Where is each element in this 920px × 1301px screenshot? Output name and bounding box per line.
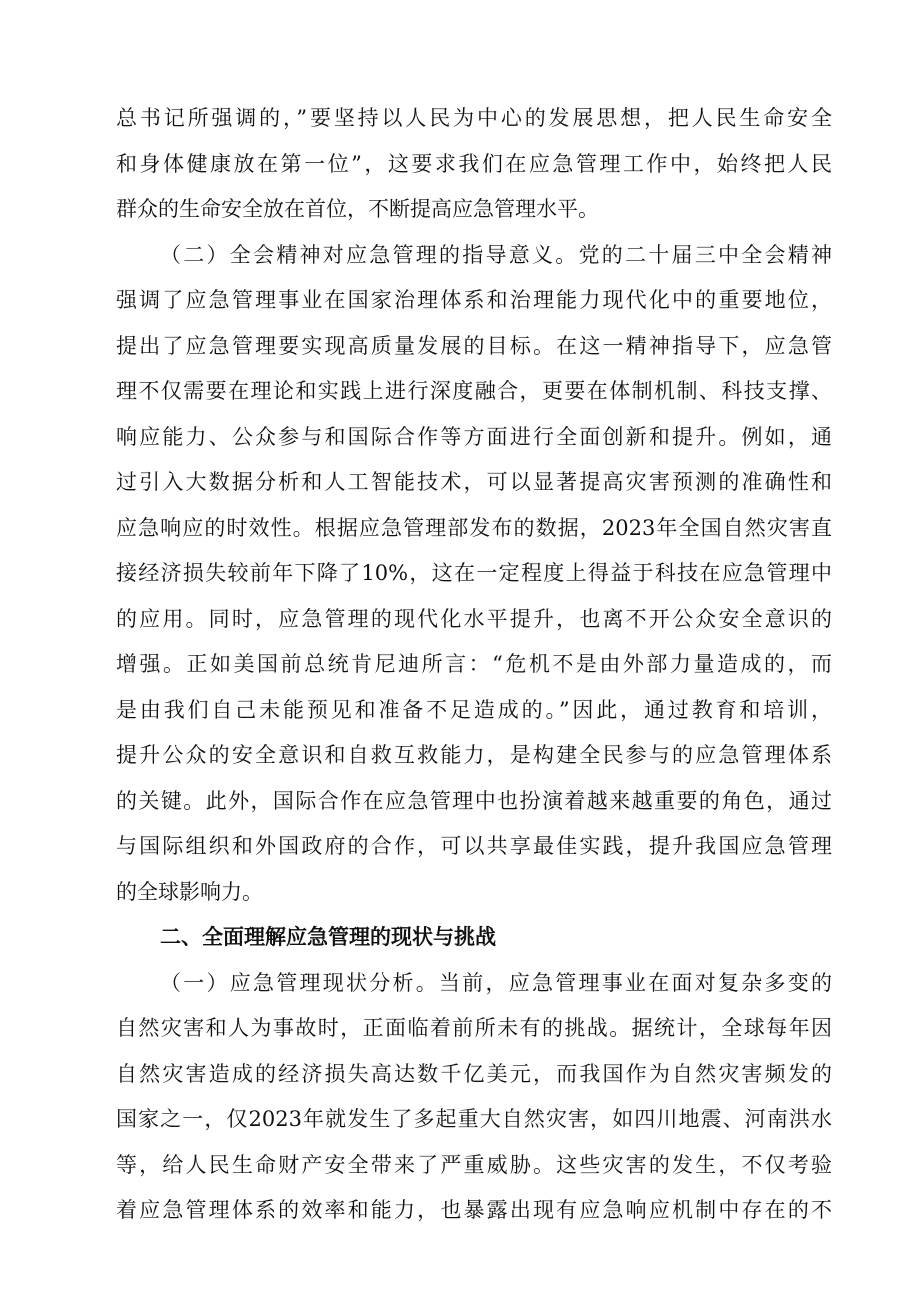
text-line: 是由我们自己未能预见和准备不足造成的。”因此，通过教育和培训，: [116, 697, 832, 722]
document-page: [116, 96, 832, 1234]
text-line: 的全球影响力。: [116, 879, 263, 904]
text-line: （一）应急管理现状分析。当前，应急管理事业在面对复杂多变的: [160, 970, 832, 995]
text-line: 与国际组织和外国政府的合作，可以共享最佳实践，提升我国应急管理: [116, 834, 832, 858]
text-line: 过引入大数据分析和人工智能技术，可以显著提高灾害预测的准确性和: [116, 470, 832, 494]
paragraph-guidance-significance: [116, 233, 832, 916]
text-line: 国家之一，仅2023年就发生了多起重大自然灾害，如四川地震、河南洪水: [116, 1107, 832, 1131]
text-line: 提升公众的安全意识和自救互救能力，是构建全民参与的应急管理体系: [116, 743, 832, 767]
text-line: 等，给人民生命财产安全带来了严重威胁。这些灾害的发生，不仅考验: [116, 1152, 832, 1177]
text-line: 的应用。同时，应急管理的现代化水平提升，也离不开公众安全意识的: [116, 606, 832, 631]
text-line: 接经济损失较前年下降了10%，这在一定程度上得益于科技在应急管理中: [116, 561, 832, 585]
text-line: 自然灾害和人为事故时，正面临着前所未有的挑战。据统计，全球每年因: [116, 1016, 832, 1040]
text-line: 应急响应的时效性。根据应急管理部发布的数据，2023年全国自然灾害直: [116, 515, 832, 540]
text-line: 群众的生命安全放在首位，不断提高应急管理水平。: [116, 197, 599, 221]
text-line: 强调了应急管理事业在国家治理体系和治理能力现代化中的重要地位，: [116, 288, 832, 312]
text-line: 自然灾害造成的经济损失高达数千亿美元，而我国作为自然灾害频发的: [116, 1061, 832, 1086]
text-line: 着应急管理体系的效率和能力，也暴露出现有应急响应机制中存在的不: [116, 1198, 832, 1222]
text-line: 理不仅需要在理论和实践上进行深度融合，更要在体制机制、科技支撑、: [116, 379, 832, 403]
text-line: （二）全会精神对应急管理的指导意义。党的二十届三中全会精神: [160, 242, 832, 267]
paragraph-status-analysis: [116, 961, 832, 1234]
text-line: 提出了应急管理要实现高质量发展的目标。在这一精神指导下，应急管: [116, 333, 832, 358]
text-line: 总书记所强调的，”要坚持以人民为中心的发展思想，把人民生命安全: [116, 106, 832, 130]
section-heading: 二、全面理解应急管理的现状与挑战: [160, 925, 496, 949]
text-line: 增强。正如美国前总统肯尼迪所言：“危机不是由外部力量造成的，而: [116, 652, 832, 676]
text-line: 和身体健康放在第一位”，这要求我们在应急管理工作中，始终把人民: [116, 151, 832, 176]
text-line: 的关键。此外，国际合作在应急管理中也扮演着越来越重要的角色，通过: [116, 788, 832, 813]
text-line: 响应能力、公众参与和国际合作等方面进行全面创新和提升。例如，通: [116, 424, 832, 449]
paragraph-continuation: [116, 96, 832, 233]
